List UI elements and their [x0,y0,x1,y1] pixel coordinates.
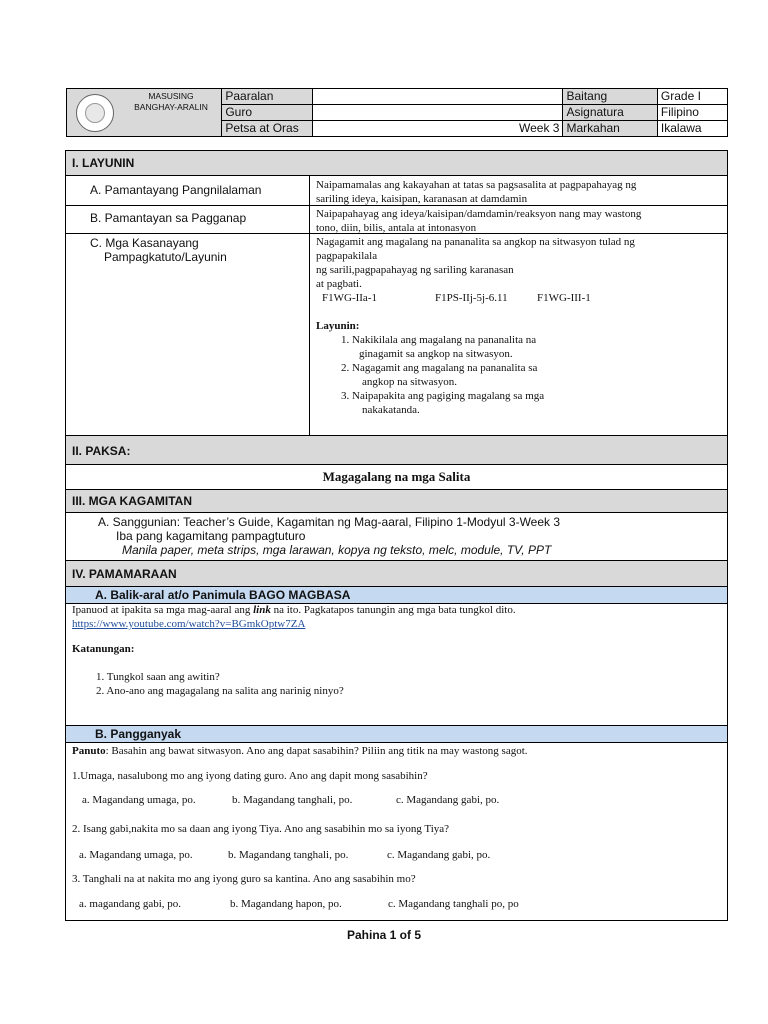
pangganyak-heading: B. Pangganyak [66,725,727,743]
panuto [72,744,528,758]
katanungan-heading: Katanungan: [72,643,135,655]
label-petsa: Petsa at Oras [222,121,312,137]
value-markahan: Ikalawa [657,121,727,137]
layunin-a-text-2: sariling ideya, kaisipan, karanasan at damdamin [316,193,528,205]
competency-code-2: F1PS-IIj-5j-6.11 [435,292,508,304]
layunin-c-label-1: C. Mga Kasanayang [90,236,199,250]
section-layunin-heading: I. LAYUNIN [66,151,727,176]
column-divider [309,176,310,435]
logo-line-1: MASUSING [148,91,194,101]
logo-cell [67,89,222,137]
objective-1a: 1. Nakikilala ang magalang na pananalita na [341,334,537,346]
section-kagamitan-heading: III. MGA KAGAMITAN [66,489,727,513]
deped-seal-icon [76,94,114,132]
objectives-heading: Layunin: [316,320,360,332]
objective-3a: 3. Naipapakita ang pagiging magalang sa mga [341,390,545,402]
label-guro: Guro [222,105,312,121]
situation-3: 3. Tanghali na at nakita mo ang iyong guro sa kantina. Ano ang sasabihin mo? [72,873,416,885]
layunin-b-text-1: Naipapahayag ang ideya/kaisipan/damdamin/reaksyon nang may wastong [316,208,642,220]
layunin-b-label: B. Pamantayan sa Pagganap [90,211,247,225]
label-markahan: Markahan [563,121,657,137]
objective-3b: nakakatanda. [362,404,420,416]
question-1: 1. Tungkol saan ang awitin? [96,671,220,683]
situation-1-choice-a: a. Magandang umaga, po. [82,794,196,806]
layunin-c-text-4: at pagbati. [316,278,362,290]
section-pamamaraan-heading: IV. PAMAMARAAN [66,560,727,587]
logo-line-2: BANGHAY-ARALIN [134,102,208,112]
panuto-text: : Basahin ang bawat sitwasyon. Ano ang dapat sasabihin? Piliin ang titik na may wastong sagot. [105,745,528,757]
kagamitan-sanggunian: A. Sanggunian: Teacher’s Guide, Kagamitan ng Mag-aaral, Filipino 1-Modyul 3-Week 3 [98,515,561,529]
competency-code-3: F1WG-III-1 [537,292,591,304]
lesson-plan-table [65,150,728,921]
layunin-a-label: A. Pamantayang Pangnilalaman [90,183,262,197]
row-divider [66,233,727,234]
situation-1-choice-c: c. Magandang gabi, po. [396,794,500,806]
layunin-c-text-1: Nagagamit ang magalang na pananalita sa angkop na sitwasyon tulad ng [316,236,635,248]
row-divider [66,205,727,206]
document-type [123,91,219,113]
value-baitang: Grade I [657,89,727,105]
layunin-c-text-2: pagpapakilala [316,250,378,262]
layunin-a-text-1: Naipamamalas ang kakayahan at tatas sa pagsasalita at pagpapahayag ng [316,179,637,191]
intro-link-word: link [253,604,271,616]
label-baitang: Baitang [563,89,657,105]
layunin-c-label-2: Pampagkatuto/Layunin [104,250,227,264]
value-asignatura: Filipino [657,105,727,121]
paksa-title: Magagalang na mga Salita [322,469,471,484]
situation-2: 2. Isang gabi,nakita mo sa daan ang iyong Tiya. Ano ang sasabihin mo sa iyong Tiya? [72,823,450,835]
situation-3-choice-b: b. Magandang hapon, po. [230,898,342,910]
kagamitan-list: Manila paper, meta strips, mga larawan, kopya ng teksto, melc, module, TV, PPT [122,543,552,557]
layunin-c-text-3: ng sarili,pagpapahayag ng sariling karanasan [316,264,514,276]
intro-text-1: Ipanuod at ipakita sa mga mag-aaral ang [72,604,254,616]
balik-aral-intro [72,603,516,617]
situation-1-choice-b: b. Magandang tanghali, po. [232,794,353,806]
situation-3-choice-a: a. magandang gabi, po. [79,898,182,910]
kagamitan-iba-pa: Iba pang kagamitang pampagtuturo [116,529,306,543]
label-paaralan: Paaralan [222,89,312,105]
section-paksa-heading: II. PAKSA: [66,435,727,465]
situation-2-choice-a: a. Magandang umaga, po. [79,849,193,861]
situation-1: 1.Umaga, nasalubong mo ang iyong dating guro. Ano ang dapit mong sasabihin? [72,770,428,782]
intro-text-2: na ito. Pagkatapos tanungin ang mga bata tungkol dito. [270,604,516,616]
header-table [66,88,728,137]
value-guro [312,105,563,121]
layunin-b-text-2: tono, diin, bilis, antala at intonasyon [316,222,477,234]
page-number: Pahina 1 of 5 [346,928,422,942]
question-2: 2. Ano-ano ang magagalang na salita ang narinig ninyo? [96,685,344,697]
objective-1b: ginagamit sa angkop na sitwasyon. [359,348,513,360]
objective-2b: angkop na sitwasyon. [362,376,458,388]
situation-3-choice-c: c. Magandang tanghali po, po [388,898,519,910]
balik-aral-heading: A. Balik-aral at/o Panimula BAGO MAGBASA [66,586,727,604]
value-paaralan [312,89,563,105]
value-petsa: Week 3 [312,121,563,137]
competency-code-1: F1WG-IIa-1 [322,292,377,304]
situation-2-choice-b: b. Magandang tanghali, po. [228,849,349,861]
objective-2a: 2. Nagagamit ang magalang na pananalita sa [341,362,538,374]
situation-2-choice-c: c. Magandang gabi, po. [387,849,491,861]
label-asignatura: Asignatura [563,105,657,121]
youtube-link[interactable]: https://www.youtube.com/watch?v=BGmkOptw7ZA [72,618,306,630]
panuto-label: Panuto [72,745,106,757]
